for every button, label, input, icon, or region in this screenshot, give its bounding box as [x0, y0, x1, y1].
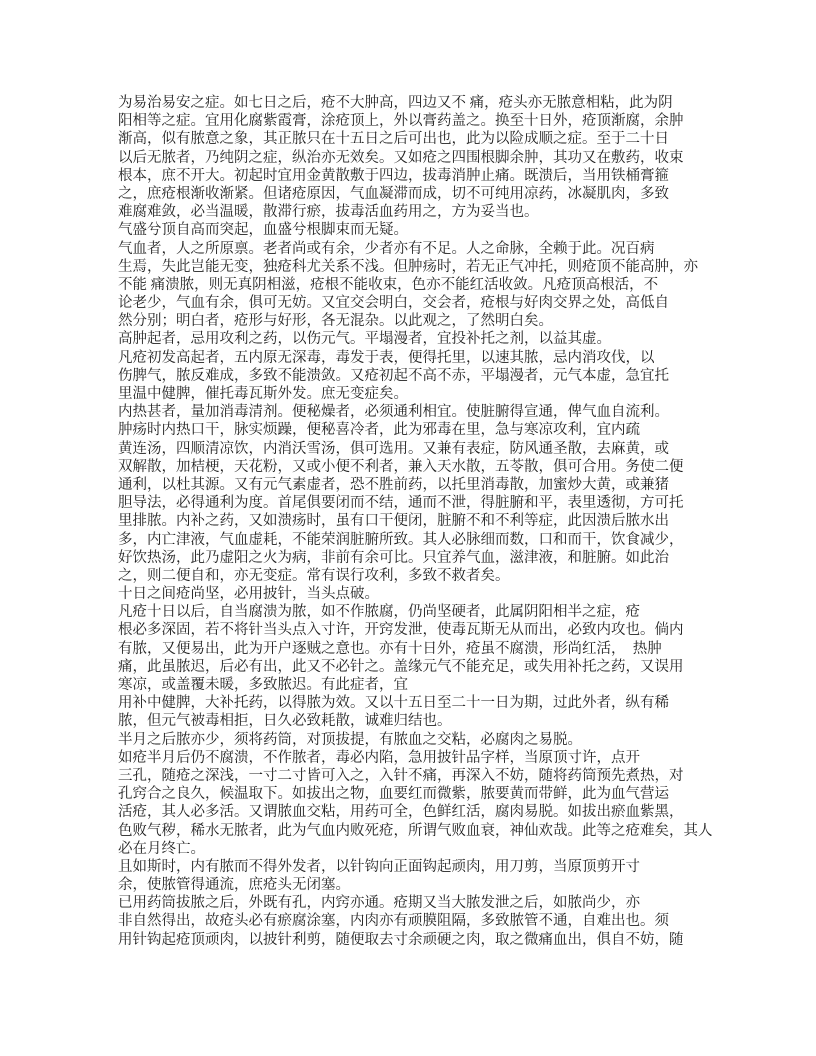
- text-line: 气血者，人之所原禀。老者尚或有余，少者亦有不足。人之命脉，全赖于此。况百病: [118, 240, 655, 257]
- text-line: 胆导法，必得通利为度。首尾俱要闭而不结，通而不泄，得脏腑和平，表里透彻，方可托: [118, 495, 684, 512]
- text-line: 里排脓。内补之药，又如溃疡时，虽有口干便闭，脏腑不和不利等症，此因溃后脓水出: [118, 513, 669, 530]
- text-line: 已用药筒拔脓之后，外既有孔，内窍亦通。疮期又当大脓发泄之后，如脓尚少，亦: [118, 895, 640, 912]
- text-line: 痛，此虽脓迟，后必有出，此又不必针之。盖缘元气不能充足，或失用补托之药，又误用: [118, 658, 684, 675]
- text-line: 双解散，加桔梗，天花粉，又或小便不利者，兼入天水散，五苓散，俱可合用。务使二便: [118, 458, 684, 475]
- text-line: 孔窍合之良久，候温取下。如拔出之物，血要红而微紫，脓要黄而带鲜，此为血气营运: [118, 786, 669, 803]
- text-line: 半月之后脓亦少，须将药筒，对顶拔提，有脓血之交粘，必腐肉之易脱。: [118, 731, 582, 748]
- text-line: 脓，但元气被毒相拒，日久必致耗散，诚难归结也。: [118, 713, 452, 730]
- text-line: 气盛兮顶自高而突起，血盛兮根脚束而无疑。: [118, 222, 408, 239]
- text-line: 多，内亡津液，气血虚耗，不能荣润脏腑所致。其人必脉细而数，口和而干，饮食减少，: [118, 531, 684, 548]
- text-line: 不能 痛溃脓，则无真阴相滋，疮根不能收束，色亦不能红活收敛。凡疮顶高根活，不: [118, 276, 659, 293]
- text-line: 肿疡时内热口干，脉实烦躁，便秘喜冷者，此为邪毒在里，急与寒凉攻利，宜内疏: [118, 422, 640, 439]
- text-line: 以后无脓者，乃纯阴之症，纵治亦无效矣。又如疮之四围根脚余肿，其功又在敷药，收束: [118, 149, 684, 166]
- text-line: 阳相等之症。宜用化腐紫霞膏，涂疮顶上，外以膏药盖之。换至十日外，疮顶渐腐，余肿: [118, 113, 684, 130]
- text-line: 为易治易安之症。如七日之后，疮不大肿高，四边又不 痛，疮头亦无脓意相粘，此为阴: [118, 95, 673, 111]
- text-line: 用补中健脾，大补托药，以得脓为效。又以十五日至二十一日为期，过此外者，纵有稀: [118, 695, 669, 712]
- text-line: 渐高，似有脓意之象，其正脓只在十五日之后可出也，此为以险成顺之症。至于二十日: [118, 131, 669, 148]
- text-line: 用针钩起疮顶顽肉，以披针利剪，随便取去寸余顽硬之肉，取之微痛血出，俱自不妨，随: [118, 931, 684, 948]
- text-line: 根本，庶不开大。初起时宜用金黄散敷于四边，拔毒消肿止痛。既溃后，当用铁桶膏箍: [118, 167, 669, 184]
- text-line: 凡疮十日以后，自当腐溃为脓，如不作脓腐，仍尚坚硬者，此属阴阳相半之症，疮: [118, 604, 640, 621]
- text-block: [118, 94, 758, 949]
- text-line: 非自然得出，故疮头必有瘀腐涂塞，内肉亦有顽膜阻隔，多致脓管不通，自难出也。须: [118, 913, 669, 930]
- text-line: 十日之间疮尚坚，必用披针，当头点破。: [118, 586, 379, 603]
- text-line: 且如斯时，内有脓而不得外发者，以针钩向正面钩起顽肉，用刀剪，当原顶剪开寸: [118, 858, 640, 875]
- text-line: 生焉，失此岂能无变，独疮科尤关系不浅。但肿疡时，若无正气冲托，则疮顶不能高肿，亦: [118, 258, 698, 275]
- text-line: 里温中健脾，催托毒瓦斯外发。庶无变症矣。: [118, 386, 408, 402]
- text-line: 如疮半月后仍不腐溃，不作脓者，毒必内陷，急用披针品字样，当原顶寸许，点开: [118, 749, 640, 766]
- text-line: 之，则二便自和，亦无变症。常有误行攻利，多致不救者矣。: [118, 567, 510, 584]
- text-line: 难腐难敛，必当温暖，散滞行瘀，拔毒活血药用之，方为妥当也。: [118, 204, 539, 221]
- text-line: 论老少，气血有余，俱可无妨。又宜交会明白，交会者，疮根与好肉交界之处，高低自: [118, 295, 669, 312]
- text-line: 色败气秽，稀水无脓者，此为气血内败死疮，所谓气败血衰，神仙欢哉。此等之疮难矣，其人: [118, 822, 713, 839]
- text-line: 三孔，随疮之深浅，一寸二寸皆可入之，入针不痛，再深入不妨，随将药筒预先煮热，对: [118, 767, 684, 784]
- text-line: 活疮，其人必多活。又谓脓血交粘，用药可全，色鲜红活，腐肉易脱。如拔出瘀血紫黑，: [118, 804, 684, 821]
- text-line: 余，使脓管得通流，庶疮头无闭塞。: [118, 877, 350, 894]
- text-line: 有脓，又便易出，此为开户逐贼之意也。亦有十日外，疮虽不腐溃，形尚红活， 热肿: [118, 640, 662, 657]
- text-line: 凡疮初发高起者，五内原无深毒，毒发于表，便得托里，以速其脓，忌内消攻伐，以: [118, 349, 655, 366]
- text-line: 好饮热汤，此乃虚阳之火为病，非前有余可比。只宜养气血，滋津液，和脏腑。如此治: [118, 549, 669, 566]
- text-line: 高肿起者，忌用攻利之药，以伤元气。平塌漫者，宜投补托之剂，以益其虚。: [118, 331, 611, 348]
- text-line: 黄连汤，四顺清凉饮，内消沃雪汤，俱可选用。又兼有表症，防风通圣散，去麻黄，或: [118, 440, 669, 457]
- text-line: 之，庶疮根渐收渐紧。但诸疮原因，气血凝滞而成，切不可纯用凉药，冰凝肌肉，多致: [118, 185, 669, 202]
- text-line: 内热甚者，量加消毒清剂。便秘燥者，必须通利相宜。使脏腑得宣通，俾气血自流利。: [118, 404, 669, 421]
- text-line: 根必多深固，若不将针当头点入寸许，开窍发泄，使毒瓦斯无从而出，必致内攻也。倘内: [118, 622, 684, 639]
- text-line: 通利，以杜其源。又有元气素虚者，恐不胜前药，以托里消毒散，加蜜炒大黄，或兼猪: [118, 476, 669, 493]
- text-line: 然分别；明白者，疮形与好形，各无混杂。以此观之，了然明白矣。: [118, 313, 553, 330]
- text-line: 伤脾气，脓反难成，多致不能溃敛。又疮初起不高不赤，平塌漫者，元气本虚，急宜托: [118, 367, 669, 384]
- text-line: 必在月终亡。: [118, 840, 205, 857]
- text-line: 寒凉，或盖覆未暖，多致脓迟。有此症者，宜: [118, 677, 408, 693]
